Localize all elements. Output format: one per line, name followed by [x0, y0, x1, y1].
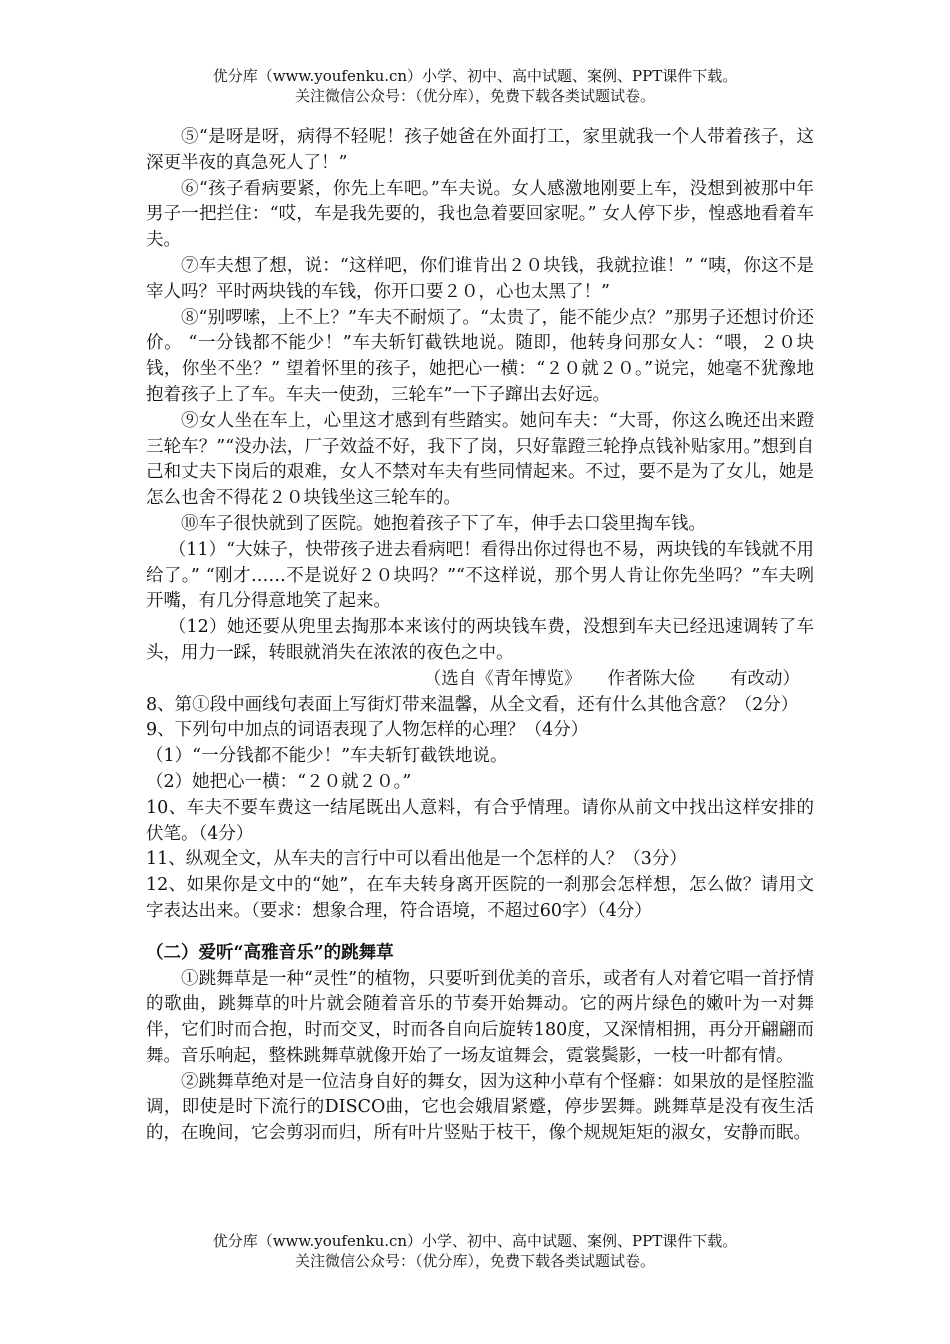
header-line-2: 关注微信公众号：（优分库），免费下载各类试题试卷。	[294, 87, 655, 105]
footer-line-2: 关注微信公众号：（优分库），免费下载各类试题试卷。	[294, 1252, 655, 1270]
story-paragraph-6: ⑥“孩子看病要紧，你先上车吧。”车夫说。女人感激地刚要上车，没想到被那中年男子一把拦住：“哎，车是我先要的，我也急着要回家呢。” 女人停下步，惶惑地看着车夫。	[146, 178, 814, 251]
document-body	[146, 125, 814, 1147]
story-source: （选自《青年博览》 作者陈大俭 有改动）	[423, 668, 800, 689]
section-2-paragraph-1: ①跳舞草是一种“灵性”的植物，只要听到优美的音乐，或者有人对着它唱一首抒情的歌曲，跳舞草的叶片就会随着音乐的节奏开始舞动。它的两片绿色的嫩叶为一对舞伴，它们时而合抱，时而交叉，时而各自向后旋转180度，又深情相拥，再分开翩翩而舞。音乐响起，整株跳舞草就像开始了一场友谊舞会，霓裳鬓影，一枝一叶都有情。	[146, 968, 814, 1066]
section-2-paragraph-2: ②跳舞草绝对是一位洁身自好的舞女，因为这种小草有个怪癖：如果放的是怪腔滥调，即使是时下流行的DISCO曲，它也会娥眉紧蹙，停步罢舞。跳舞草是没有夜生活的，在晚间，它会剪羽而归，所有叶片竖贴于枝干，像个规规矩矩的淑女，安静而眠。	[146, 1071, 814, 1144]
question-11: 11、纵观全文，从车夫的言行中可以看出他是一个怎样的人？（3分）	[146, 849, 687, 870]
story-paragraph-12: （12）她还要从兜里去掏那本来该付的两块钱车费，没想到车夫已经迅速调转了车头，用力一踩，转眼就消失在浓浓的夜色之中。	[146, 617, 814, 663]
footer-line-1: 优分库（www.youfenku.cn）小学、初中、高中试题、案例、PPT课件下载。	[212, 1232, 738, 1250]
header-line-1: 优分库（www.youfenku.cn）小学、初中、高中试题、案例、PPT课件下载。	[212, 67, 738, 85]
story-paragraph-7: ⑦车夫想了想，说：“这样吧，你们谁肯出２０块钱，我就拉谁！” “咦，你这不是宰人吗？平时两块钱的车钱，你开口要２０，心也太黑了！”	[146, 255, 814, 302]
section-spacer	[146, 925, 814, 941]
question-10: 10、车夫不要车费这一结尾既出人意料，有合乎情理。请你从前文中找出这样安排的伏笔。（4分）	[146, 797, 814, 844]
story-paragraph-9: ⑨女人坐在车上，心里这才感到有些踏实。她问车夫：“大哥，你这么晚还出来蹬三轮车？”“没办法，厂子效益不好，我下了岗，只好靠蹬三轮挣点钱补贴家用。”想到自己和丈夫下岗后的艰难，女人不禁对车夫有些同情起来。不过，要不是为了女儿，她是怎么也舍不得花２０块钱坐这三轮车的。	[146, 410, 814, 509]
page-header	[0, 66, 950, 106]
story-paragraph-8: ⑧“别啰嗦，上不上？”车夫不耐烦了。“太贵了，能不能少点？”那男子还想讨价还价。 “一分钱都不能少！”车夫斩钉截铁地说。随即，他转身问那女人：“喂，２０块钱，你坐不坐？” 望着怀里的孩子，她把心一横：“２０就２０。”说完，她毫不犹豫地抱着孩子上了车。车夫一使劲，三轮车”一下子蹿出去好远。	[146, 307, 814, 405]
question-9-item-1: （1）“一分钱都不能少！”车夫斩钉截铁地说。	[146, 746, 508, 767]
story-paragraph-11: （11）“大妹子，快带孩子进去看病吧！看得出你过得也不易，两块钱的车钱就不用给了。” “刚才……不是说好２０块吗？”“不这样说，那个男人肯让你先坐吗？”车夫咧开嘴，有几分得意地笑了起来。	[146, 539, 814, 612]
section-2-title: （二）爱听“高雅音乐”的跳舞草	[146, 942, 394, 963]
question-9: 9、下列句中加点的词语表现了人物怎样的心理？（4分）	[146, 720, 589, 741]
question-12: 12、如果你是文中的“她”，在车夫转身离开医院的一刹那会怎样想，怎么做？请用文字表达出来。（要求：想象合理，符合语境，不超过60字）（4分）	[146, 875, 814, 921]
story-paragraph-10: ⑩车子很快就到了医院。她抱着孩子下了车，伸手去口袋里掏车钱。	[181, 513, 706, 534]
story-paragraph-5: ⑤“是呀是呀，病得不轻呢！孩子她爸在外面打工，家里就我一个人带着孩子，这深更半夜的真急死人了！”	[146, 127, 814, 173]
question-8: 8、第①段中画线句表面上写街灯带来温馨，从全文看，还有什么其他含意？（2分）	[146, 694, 799, 715]
question-9-item-2: （2）她把心一横：“２０就２０。”	[146, 771, 412, 792]
page-footer	[0, 1231, 950, 1271]
